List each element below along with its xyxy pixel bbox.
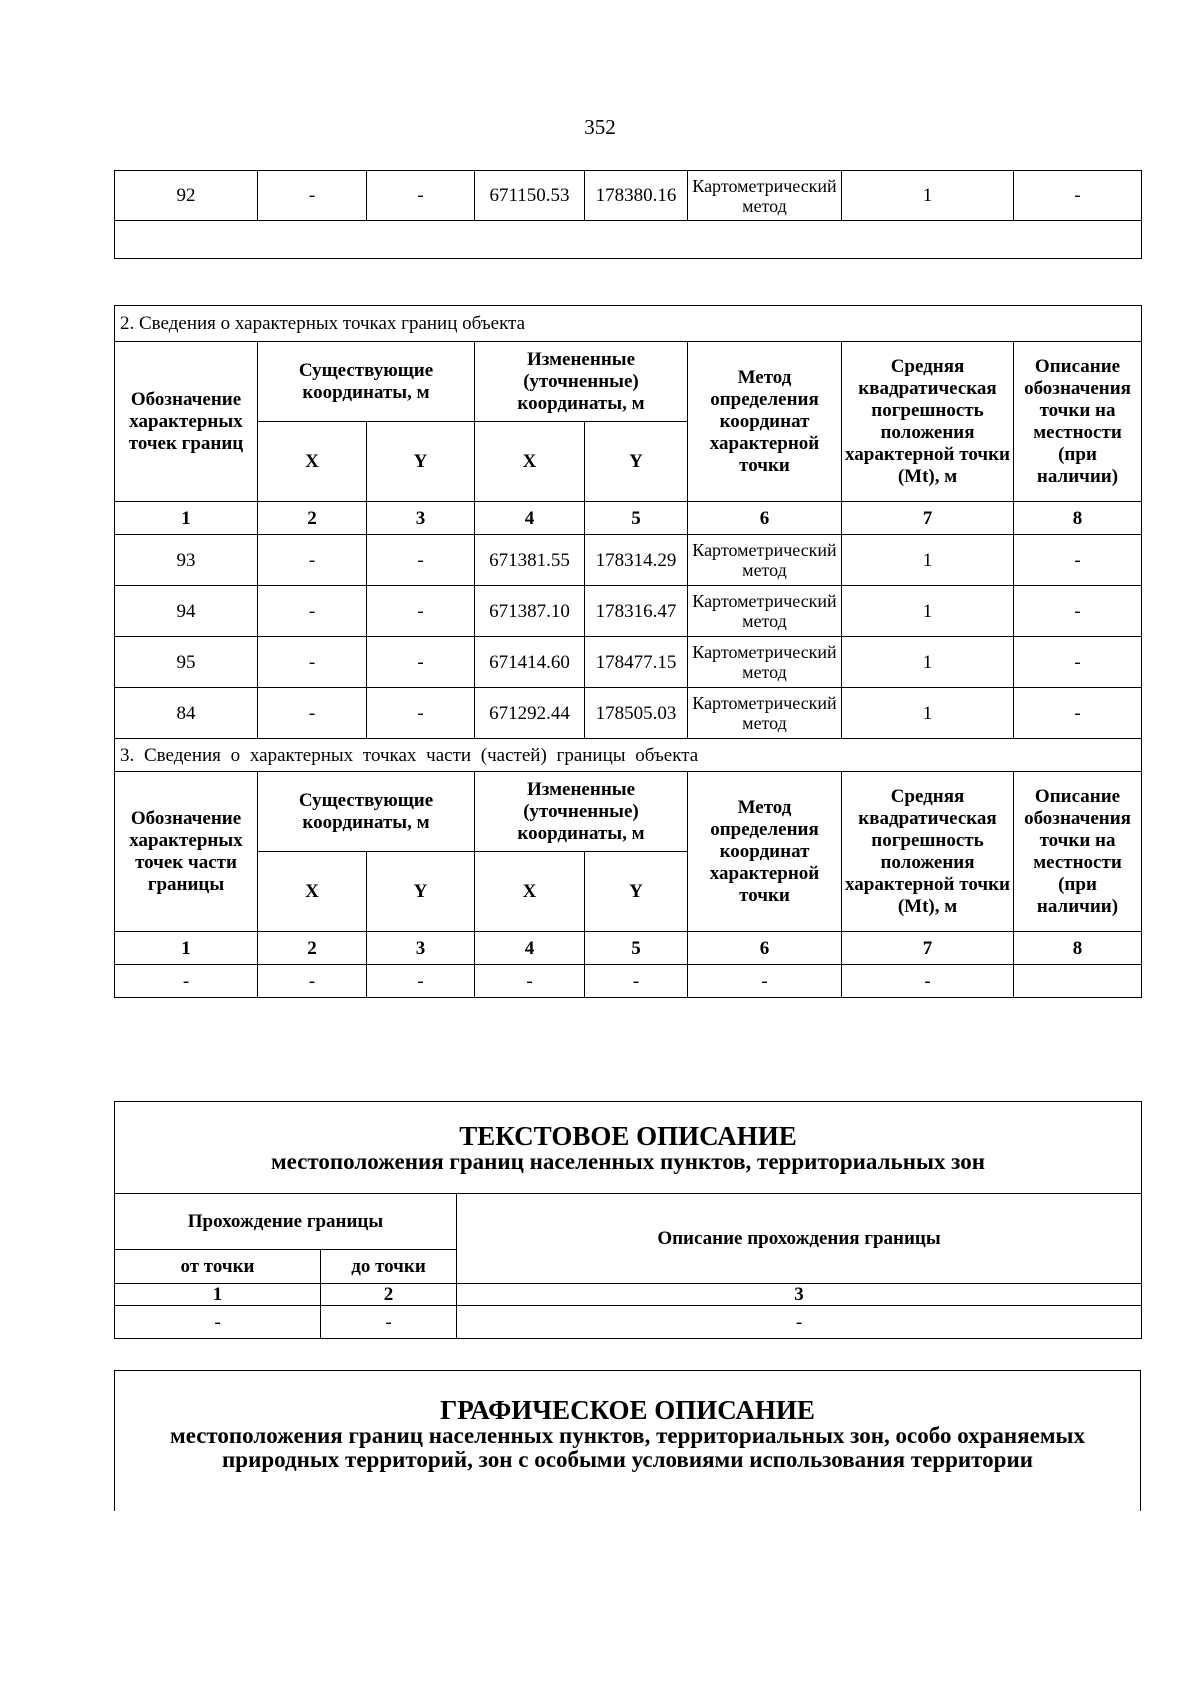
col-number: 5	[585, 502, 688, 535]
point-cell: 84	[115, 688, 258, 739]
mt-cell: 1	[842, 171, 1014, 221]
point-cell: 93	[115, 535, 258, 586]
x-header: X	[258, 422, 367, 502]
data-cell: -	[115, 965, 258, 998]
y-new-cell: 178505.03	[585, 688, 688, 739]
table-row	[115, 586, 1142, 637]
data-cell: -	[321, 1306, 457, 1339]
empty-cell	[115, 221, 1142, 259]
method-cell: Картометрический метод	[688, 171, 842, 221]
x-exist-cell: -	[258, 535, 367, 586]
x-new-cell: 671387.10	[475, 586, 585, 637]
y-new-cell: 178380.16	[585, 171, 688, 221]
x-new-cell: 671381.55	[475, 535, 585, 586]
y-exist-cell: -	[367, 688, 475, 739]
col-number: 8	[1014, 502, 1142, 535]
table-row	[115, 535, 1142, 586]
section-title-row	[115, 306, 1142, 342]
points-table	[114, 305, 1142, 998]
changed-coords-header: Измененные (уточненные) координаты, м	[475, 772, 688, 852]
data-cell	[1014, 965, 1142, 998]
title-row	[115, 1102, 1142, 1194]
section-title-row	[115, 739, 1142, 772]
text-description-subtitle: местоположения границ населенных пунктов, территориальных зон	[271, 1148, 986, 1174]
method-header: Метод определения координат характерной точки	[688, 772, 842, 932]
col-number: 6	[688, 502, 842, 535]
x-exist-cell: -	[258, 171, 367, 221]
section3-title: 3. Сведения о характерных точках части (частей) границы объекта	[115, 739, 1142, 772]
mt-cell: 1	[842, 535, 1014, 586]
existing-coords-header: Существующие координаты, м	[258, 342, 475, 422]
method-cell: Картометрический метод	[688, 586, 842, 637]
col-number: 2	[258, 932, 367, 965]
table-row	[115, 965, 1142, 998]
data-cell: -	[688, 965, 842, 998]
col-number: 3	[457, 1284, 1142, 1306]
point-cell: 94	[115, 586, 258, 637]
table-row	[115, 688, 1142, 739]
passage-desc-header: Описание прохождения границы	[457, 1194, 1142, 1284]
y-header: Y	[367, 422, 475, 502]
col-number: 1	[115, 932, 258, 965]
col-number: 2	[258, 502, 367, 535]
x-new-cell: 671414.60	[475, 637, 585, 688]
desc-cell: -	[1014, 171, 1142, 221]
method-cell: Картометрический метод	[688, 535, 842, 586]
col-number: 1	[115, 502, 258, 535]
col-number-row	[115, 932, 1142, 965]
header-row	[115, 772, 1142, 852]
data-cell: -	[367, 965, 475, 998]
method-cell: Картометрический метод	[688, 688, 842, 739]
col-number: 3	[367, 502, 475, 535]
col-number-row	[115, 1284, 1142, 1306]
graphic-description-title: ГРАФИЧЕСКОЕ ОПИСАНИЕ	[440, 1395, 815, 1425]
point-cell: 92	[115, 171, 258, 221]
col-number: 7	[842, 502, 1014, 535]
y-exist-cell: -	[367, 535, 475, 586]
x-new-cell: 671292.44	[475, 688, 585, 739]
from-point-header: от точки	[115, 1250, 321, 1284]
mt-header: Средняя квадратическая погрешность положения характерной точки (Mt), м	[842, 342, 1014, 502]
page-number: 352	[584, 115, 616, 139]
data-cell: -	[258, 965, 367, 998]
col-number: 1	[115, 1284, 321, 1306]
col-number: 3	[367, 932, 475, 965]
table-row	[115, 1306, 1142, 1339]
x-header: X	[258, 852, 367, 932]
header-row	[115, 342, 1142, 422]
desc-cell: -	[1014, 637, 1142, 688]
col-number-row	[115, 502, 1142, 535]
x-new-cell: 671150.53	[475, 171, 585, 221]
desc-cell: -	[1014, 688, 1142, 739]
y-exist-cell: -	[367, 637, 475, 688]
x-exist-cell: -	[258, 637, 367, 688]
col-number: 6	[688, 932, 842, 965]
y-exist-cell: -	[367, 586, 475, 637]
existing-coords-header: Существующие координаты, м	[258, 772, 475, 852]
y-header: Y	[585, 852, 688, 932]
data-cell: -	[115, 1306, 321, 1339]
mt-header: Средняя квадратическая погрешность положения характерной точки (Mt), м	[842, 772, 1014, 932]
point-cell: 95	[115, 637, 258, 688]
y-new-cell: 178314.29	[585, 535, 688, 586]
col-number: 7	[842, 932, 1014, 965]
col-number: 2	[321, 1284, 457, 1306]
passage-header: Прохождение границы	[115, 1194, 457, 1250]
x-header: X	[475, 422, 585, 502]
y-header: Y	[585, 422, 688, 502]
data-cell: -	[457, 1306, 1142, 1339]
table-row	[115, 171, 1142, 221]
y-exist-cell: -	[367, 171, 475, 221]
desc-cell: -	[1014, 535, 1142, 586]
mt-cell: 1	[842, 586, 1014, 637]
data-cell: -	[585, 965, 688, 998]
to-point-header: до точки	[321, 1250, 457, 1284]
desc-cell: -	[1014, 586, 1142, 637]
changed-coords-header: Измененные (уточненные) координаты, м	[475, 342, 688, 422]
method-cell: Картометрический метод	[688, 637, 842, 688]
data-cell: -	[475, 965, 585, 998]
col-number: 4	[475, 502, 585, 535]
description-header: Описание обозначения точки на местности (при наличии)	[1014, 772, 1142, 932]
text-description-table	[114, 1101, 1142, 1339]
graphic-description-box	[114, 1370, 1141, 1511]
method-header: Метод определения координат характерной точки	[688, 342, 842, 502]
y-new-cell: 178477.15	[585, 637, 688, 688]
x-exist-cell: -	[258, 586, 367, 637]
section2-title: 2. Сведения о характерных точках границ объекта	[115, 306, 1142, 342]
continuation-table	[114, 170, 1142, 259]
table-row	[115, 221, 1142, 259]
data-cell: -	[842, 965, 1014, 998]
description-header: Описание обозначения точки на местности (при наличии)	[1014, 342, 1142, 502]
x-header: X	[475, 852, 585, 932]
y-header: Y	[367, 852, 475, 932]
col-number: 5	[585, 932, 688, 965]
col-number: 4	[475, 932, 585, 965]
designation-header: Обозначение характерных точек границ	[115, 342, 258, 502]
graphic-description-subtitle: местоположения границ населенных пунктов, территориальных зон, особо охраняемых природных территорий, зон с особыми условиями использования территории	[170, 1423, 1085, 1472]
mt-cell: 1	[842, 637, 1014, 688]
designation-header: Обозначение характерных точек части границы	[115, 772, 258, 932]
y-new-cell: 178316.47	[585, 586, 688, 637]
text-description-title: ТЕКСТОВОЕ ОПИСАНИЕ	[459, 1120, 797, 1151]
header-row	[115, 1194, 1142, 1250]
text-description-title-cell	[115, 1102, 1142, 1194]
mt-cell: 1	[842, 688, 1014, 739]
x-exist-cell: -	[258, 688, 367, 739]
col-number: 8	[1014, 932, 1142, 965]
table-row	[115, 637, 1142, 688]
